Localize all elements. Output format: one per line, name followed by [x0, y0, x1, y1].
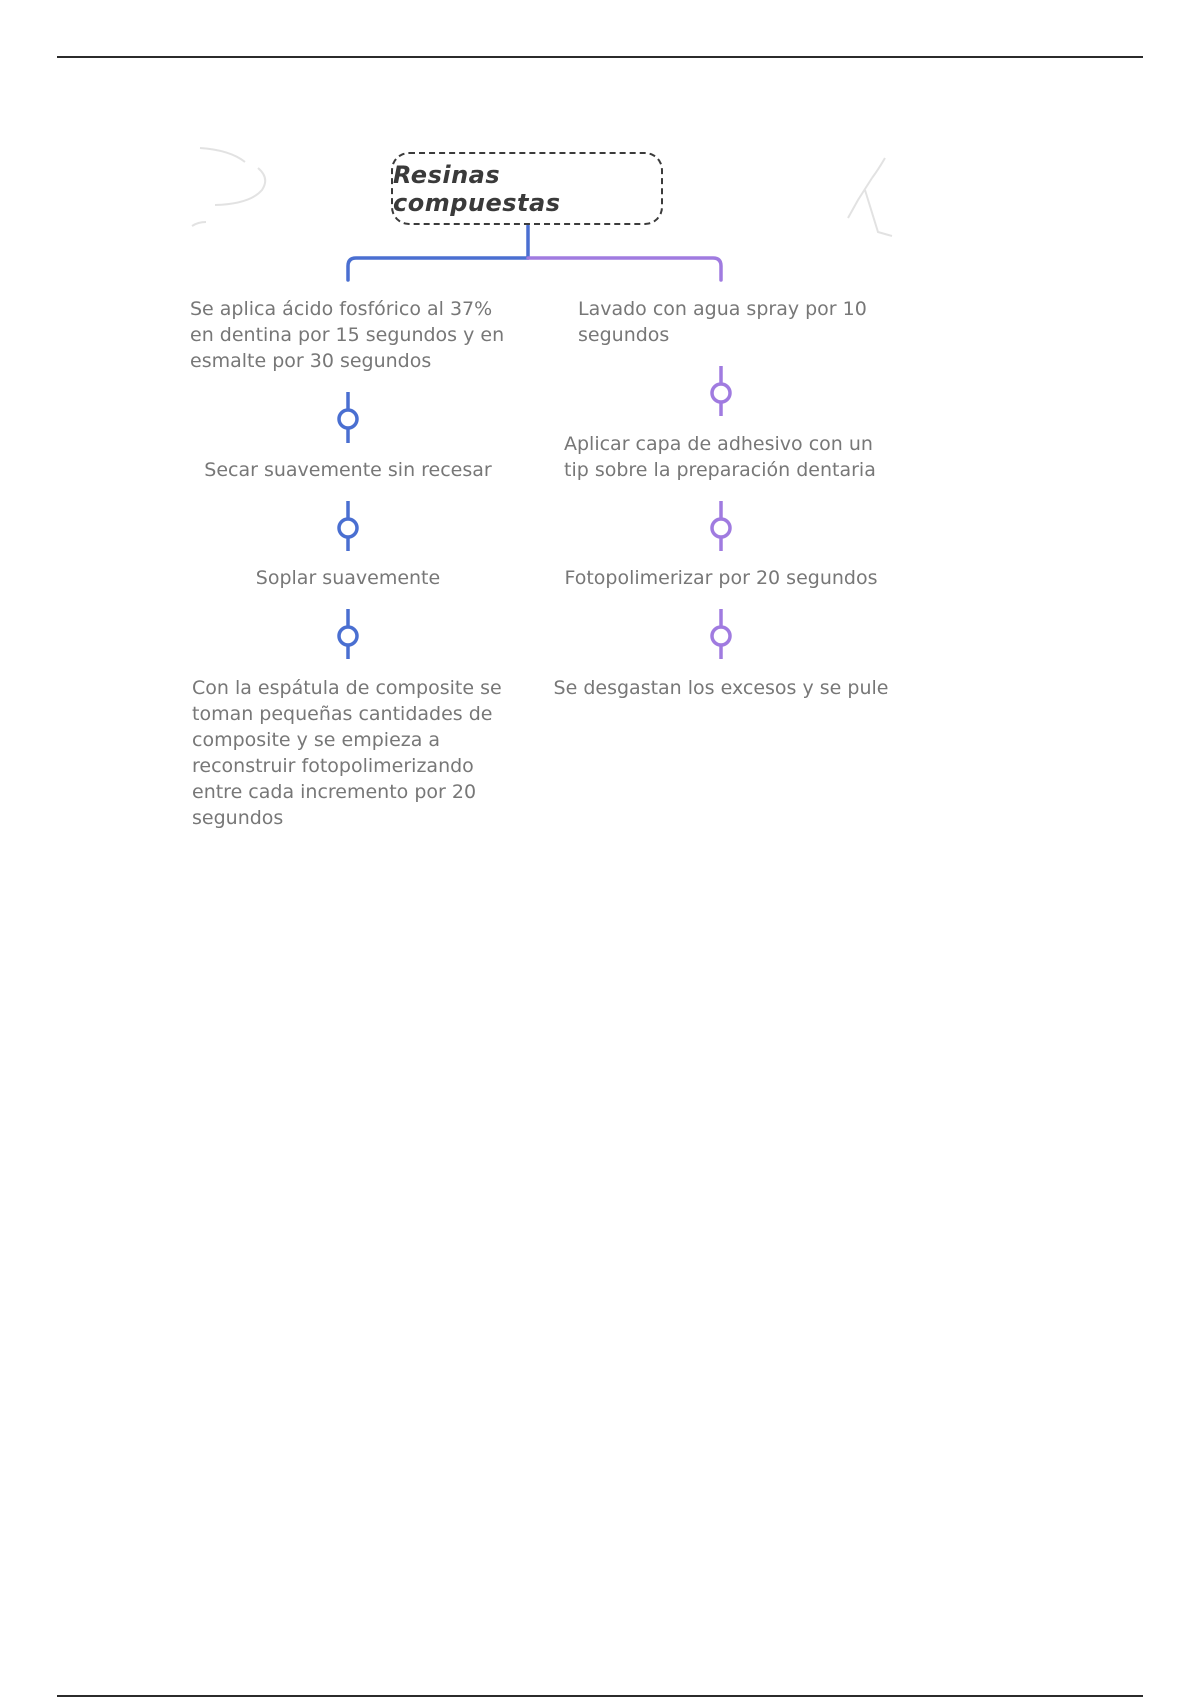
right-step-3: Fotopolimerizar por 20 segundos [564, 567, 878, 589]
diagram-title: Resinas compuestas [393, 160, 561, 217]
left-step-connector-2 [339, 501, 357, 551]
right-step-connector-2 [712, 501, 730, 551]
right-step-connector-1 [712, 366, 730, 416]
left-step-4: Con la espátula de composite se toman pequeñas cantidades de composite y se empieza a reconstruir fotopolimerizando entre cada incremento por 20 segundos [192, 677, 502, 829]
left-step-1: Se aplica ácido fosfórico al 37% en dentina por 15 segundos y en esmalte por 30 segundos [190, 298, 505, 372]
left-branch-connector [348, 258, 528, 280]
right-branch-connector [528, 258, 721, 280]
decorative-sketch-left [192, 148, 265, 226]
right-step-1: Lavado con agua spray por 10 segundos [578, 298, 867, 346]
right-step-connector-3 [712, 609, 730, 659]
right-step-4: Se desgastan los excesos y se pule [553, 677, 889, 699]
left-step-2: Secar suavemente sin recesar [204, 459, 492, 481]
decorative-sketch-right [848, 158, 892, 236]
title-node [391, 152, 663, 225]
right-step-2: Aplicar capa de adhesivo con un tip sobre la preparación dentaria [564, 433, 876, 481]
left-step-connector-1 [339, 392, 357, 443]
left-step-connector-3 [339, 609, 357, 659]
footer-rule [57, 1695, 1143, 1697]
left-step-3: Soplar suavemente [255, 567, 441, 589]
